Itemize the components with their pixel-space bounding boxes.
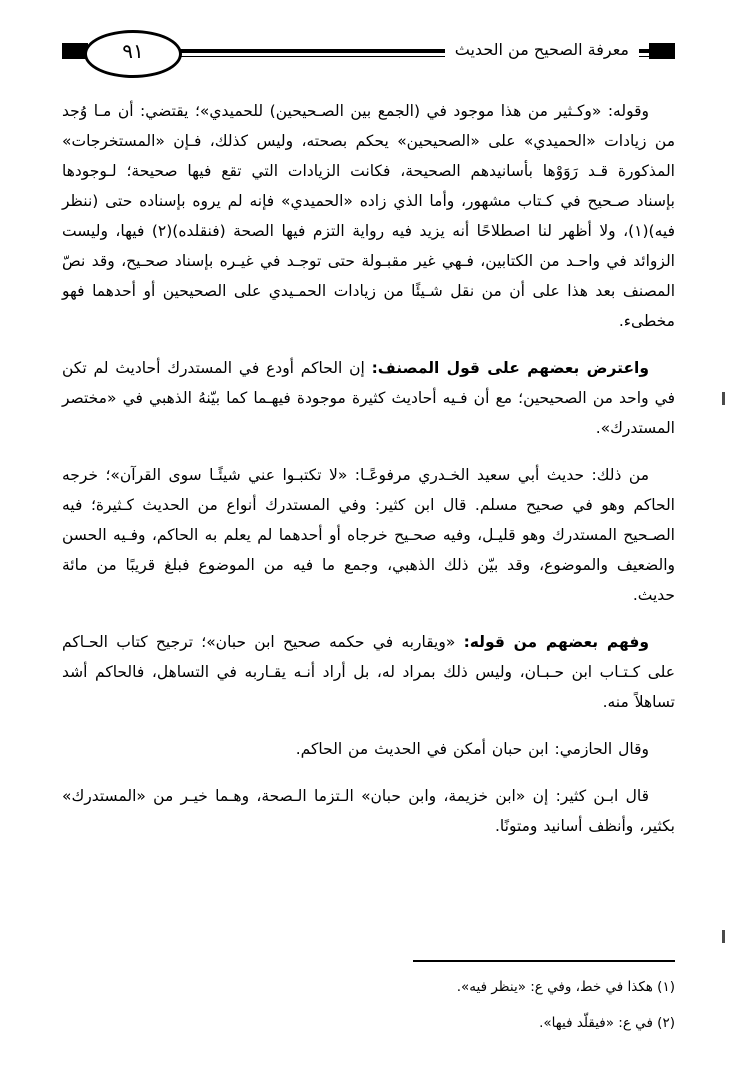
scan-artifact-top: [722, 392, 725, 405]
paragraph-1: وقوله: «وكـثير من هذا موجود في (الجمع بين الصـحيحين) للحميدي»؛ يقتضي: أن مـا وُجد من زيادات «الحميدي» على «الصحيحين» يحكم بصحته، وليس كذلك، فـإن «المستخرجات» المذكورة قـد رَوَوْها بأسانيدهم الصحيحة، فكانت الزيادات التي تقع فيها صحيحة؛ لـوجودها بإسناد صـحيح في كـتاب مشهور، وأما الذي زاده «الحميدي» فإنه لم يروه بإسناده حتى (ننظر فيه)(١)، ولا أظهر لنا اصطلاحًا أنه يزيد فيه رواية التزم فيها الصحة (فنقلده)(٢) فيها، وليست الزوائد في واحـد من الكتابين، فـهي غير مقبـولة حتى توجـد في غيـره بإسناد صحـيح، وقد نصّ المصنف بعد هذا على أن من نقل شـيئًا من زيادات الحمـيدي على الصحيحين أو أحدهما فهو مخطىء.: [62, 102, 675, 330]
book-title: معرفة الصحيح من الحديث: [445, 36, 639, 64]
paragraph-3: من ذلك: حديث أبي سعيد الخـدري مرفوعًـا: «لا تكتبـوا عني شيئًـا سوى القرآن»؛ خرجه الحاكم وهو في صحيح مسلم. قال ابن كثير: وفي المستدرك أنواع من الحديث كـثيرة؛ فيه الصـحيح المستدرك وهو قليـل، وفيه صحـيح خرجاه أو أحدهما لم يعلم به الحاكم، وفـيه الحسن والضعيف والموضوع، وقد بيّن ذلك الذهبي، وجمع ما فيه من الموضوع فبلغ قريبًا من مائة حديث.: [62, 466, 675, 604]
footnote-2: (٢) في ع: «فيقلّد فيها».: [539, 1015, 675, 1031]
paragraph-5: وقال الحازمي: ابن حبان أمكن في الحديث من الحاكم.: [295, 740, 649, 758]
paragraph-4-rest: «ويقاربه في حكمه صحيح ابن حبان»؛ ترجيح كتاب الحـاكم على كـتـاب ابن حـبـان، وليس ذلك بمراد له، بل أراد أنـه يقـاربه في التساهل، فالحاكم أشد تساهلاً منه.: [62, 633, 675, 711]
paragraph-2-lead: واعترض بعضهم على قول المصنف:: [371, 359, 649, 377]
paragraph-6: قال ابـن كثير: إن «ابن خزيمة، وابن حبان» الـتزما الـصحة، وهـما خيـر من «المستدرك» بكثير، وأنظف أسانيد ومتونًا.: [62, 787, 675, 835]
header-ornament-right: [649, 43, 675, 59]
scan-artifact-bottom: [722, 930, 725, 943]
footnote-1: (١) هكذا في خط، وفي ع: «ينظر فيه».: [456, 979, 675, 995]
page-content: [62, 96, 675, 858]
footnotes-section: [62, 960, 675, 1048]
paragraph-4: [62, 627, 675, 717]
paragraph-4-lead: وفهم بعضهم من قوله:: [463, 633, 649, 651]
page-number-badge: [84, 30, 182, 78]
paragraph-2-rest: إن الحاكم أودع في المستدرك أحاديث لم تكن في واحد من الصحيحين؛ مع أن فـيه أحاديث كثيرة موجودة فيهـما كما بيّنهُ الذهبي في «مختصر المستدرك».: [62, 359, 675, 437]
page-number: ٩١: [122, 39, 144, 63]
paragraph-2: [62, 353, 675, 443]
footnote-separator: [413, 960, 675, 962]
page-header: [62, 28, 675, 74]
